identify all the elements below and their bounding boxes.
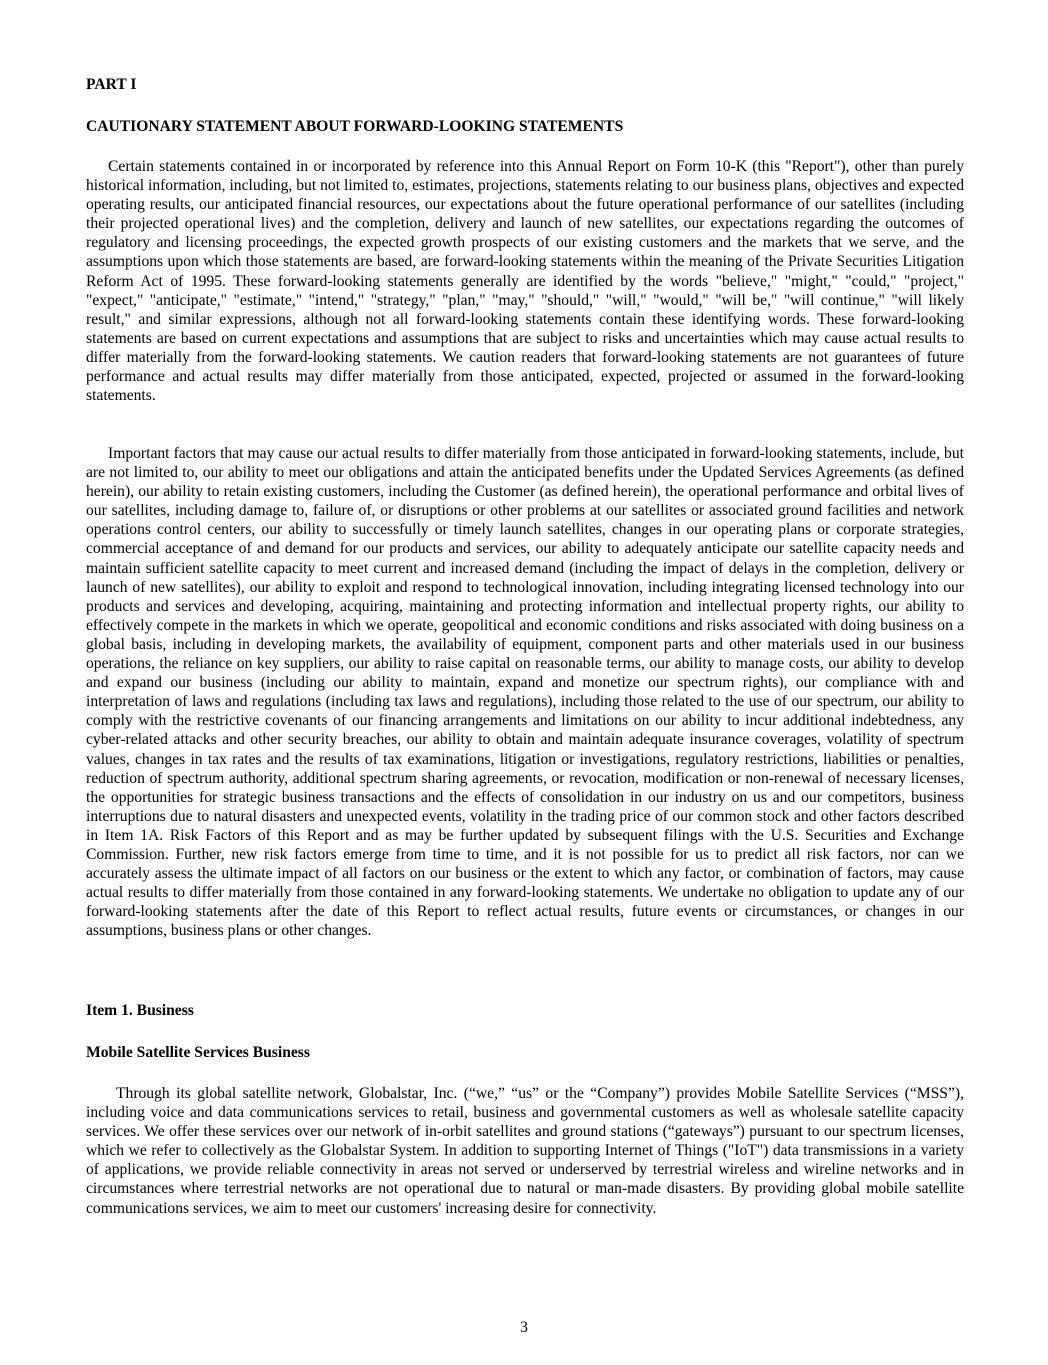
page-number: 3 bbox=[520, 1319, 528, 1336]
cautionary-heading: CAUTIONARY STATEMENT ABOUT FORWARD-LOOKING STATEMENTS bbox=[86, 118, 624, 135]
paragraph-forward-looking: Certain statements contained in or incorporated by reference into this Annual Report on Form 10-K (this "Report"), other than purely historical information, including, but not limited to, estimates, projections, statements relating to our business plans, objectives and expected operating results, our anticipated financial resources, our expectations about the future operational performance of our satellites (including their projected operational lives) and the completion, delivery and launch of new satellites, our expectations regarding the outcomes of regulatory and licensing proceedings, the expected growth prospects of our existing customers and the markets that we serve, and the assumptions upon which those statements are based, are forward-looking statements within the meaning of the Private Securities Litigation Reform Act of 1995. These forward-looking statements generally are identified by the words "believe," "might," "could," "project," "expect," "anticipate," "estimate," "intend," "strategy," "plan," "may," "should," "will," "would," "will be," "will continue," "will likely result," and similar expressions, although not all forward-looking statements contain these identifying words. These forward-looking statements are based on current expectations and assumptions that are subject to risks and uncertainties which may cause actual results to differ materially from the forward-looking statements. We caution readers that forward-looking statements are not guarantees of future performance and actual results may differ materially from those anticipated, expected, projected or assumed in the forward-looking statements. bbox=[86, 158, 964, 405]
item1-heading: Item 1. Business bbox=[86, 1002, 194, 1019]
paragraph-important-factors: Important factors that may cause our actual results to differ materially from those anticipated in forward-looking statements, include, but are not limited to, our ability to meet our obligations and attain the anticipated benefits under the Updated Services Agreements (as defined herein), our ability to retain existing customers, including the Customer (as defined herein), the operational performance and orbital lives of our satellites, including damage to, failure of, or disruptions or other problems at our satellites or associated ground facilities and network operations control centers, our ability to successfully or timely launch satellites, changes in our operating plans or corporate strategies, commercial acceptance of and demand for our products and services, our ability to adequately anticipate our satellite capacity needs and maintain sufficient satellite capacity to meet current and increased demand (including the impact of delays in the completion, delivery or launch of new satellites), our ability to exploit and respond to technological innovation, including integrating licensed technology into our products and services and developing, acquiring, maintaining and protecting information and intellectual property rights, our ability to effectively compete in the markets in which we operate, geopolitical and economic conditions and risks associated with doing business on a global basis, including in developing markets, the availability of equipment, component parts and other materials used in our business operations, the reliance on key suppliers, our ability to raise capital on reasonable terms, our ability to manage costs, our ability to develop and expand our business (including our ability to maintain, expand and monetize our spectrum rights), our compliance with and interpretation of laws and regulations (including tax laws and regulations), including those related to the use of our spectrum, our ability to comply with the restrictive covenants of our financing arrangements and limitations on our ability to incur additional indebtedness, any cyber-related attacks and other security breaches, our ability to obtain and maintain adequate insurance coverages, volatility of spectrum values, changes in tax rates and the results of tax examinations, litigation or investigations, regulatory restrictions, liabilities or penalties, reduction of spectrum authority, additional spectrum sharing agreements, or revocation, modification or non-renewal of necessary licenses, the opportunities for strategic business transactions and the effects of consolidation in our industry on us and our competitors, business interruptions due to natural disasters and unexpected events, volatility in the trading price of our common stock and other factors described in Item 1A. Risk Factors of this Report and as may be further updated by subsequent filings with the U.S. Securities and Exchange Commission. Further, new risk factors emerge from time to time, and it is not possible for us to predict all risk factors, nor can we accurately assess the ultimate impact of all factors on our business or the extent to which any factor, or combination of factors, may cause actual results to differ materially from those contained in any forward-looking statements. We undertake no obligation to update any of our forward-looking statements after the date of this Report to reflect actual results, future events or circumstances, or changes in our assumptions, business plans or other changes. bbox=[86, 445, 964, 940]
paragraph-mss-business: Through its global satellite network, Globalstar, Inc. (“we,” “us” or the “Company”) provides Mobile Satellite Services (“MSS”), including voice and data communications services to retail, business and governmental customers as well as wholesale satellite capacity services. We offer these services over our network of in-orbit satellites and ground stations (“gateways”) pursuant to our spectrum licenses, which we refer to collectively as the Globalstar System. In addition to supporting Internet of Things ("IoT") data transmissions in a variety of applications, we provide reliable connectivity in areas not served or underserved by terrestrial wireless and wireline networks and in circumstances where terrestrial networks are not operational due to natural or man-made disasters. By providing global mobile satellite communications services, we aim to meet our customers' increasing desire for connectivity. bbox=[86, 1085, 964, 1217]
mss-heading: Mobile Satellite Services Business bbox=[86, 1044, 310, 1061]
part-heading: PART I bbox=[86, 76, 137, 93]
